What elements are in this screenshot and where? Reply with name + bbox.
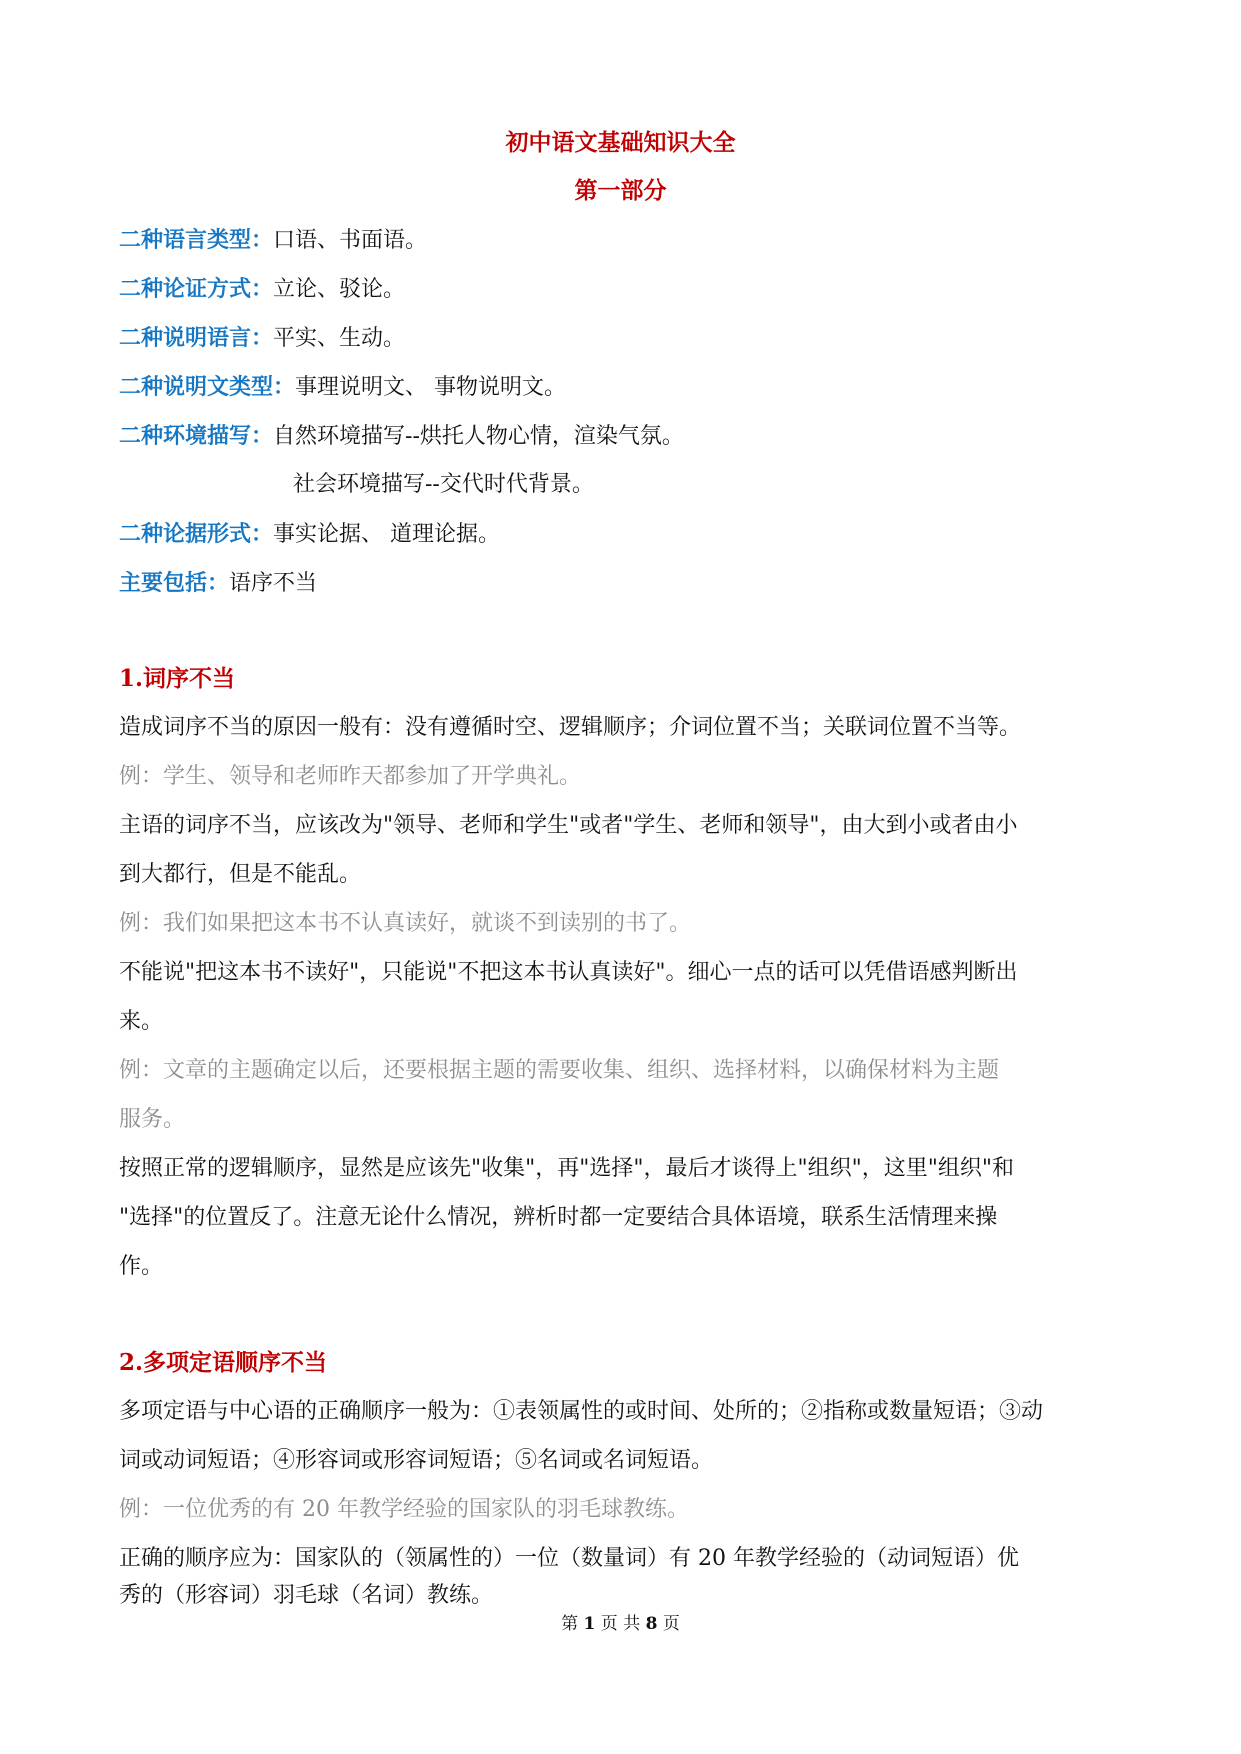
paragraph-line: 来。: [119, 1009, 164, 1034]
definition-line: [119, 323, 1129, 354]
definition-value: 语序不当: [229, 571, 318, 596]
definition-line: [119, 225, 1129, 256]
paragraph-line: 按照正常的逻辑顺序，显然是应该先"收集"，再"选择"，最后才谈得上"组织"，这里"组织"和: [119, 1156, 1014, 1181]
paragraph-line: 秀的（形容词）羽毛球（名词）教练。: [119, 1583, 494, 1608]
document-title: 初中语文基础知识大全: [505, 129, 736, 156]
definition-value: 自然环境描写--烘托人物心情，渲染气氛。: [273, 424, 684, 449]
total-page-number: 8: [645, 1614, 658, 1634]
definition-line: [119, 274, 1129, 305]
definition-line: [119, 421, 1129, 452]
paragraph-line: 不能说"把这本书不读好"，只能说"不把这本书认真读好"。细心一点的话可以凭借语感判断出: [119, 960, 1018, 985]
example-line: 例：我们如果把这本书不认真读好，就谈不到读别的书了。: [119, 911, 692, 936]
definition-line: [119, 568, 1129, 599]
definition-value-2: 社会环境描写--交代时代背景。: [293, 472, 594, 497]
current-page-number: 1: [583, 1614, 596, 1634]
example-line: 例：一位优秀的有 20 年教学经验的国家队的羽毛球教练。: [119, 1497, 689, 1522]
paragraph-line: 正确的顺序应为：国家队的（领属性的）一位（数量词）有 20 年教学经验的（动词短语）优: [119, 1546, 1019, 1571]
definition-key: 二种说明文类型：: [119, 374, 296, 400]
definition-key: 二种说明语言：: [119, 325, 274, 351]
example-line: 例：学生、领导和老师昨天都参加了开学典礼。: [119, 764, 582, 789]
footer-suffix: 页: [662, 1614, 680, 1634]
example-line: 服务。: [119, 1107, 186, 1132]
definition-key: 二种环境描写：: [119, 423, 274, 449]
paragraph-line: "选择"的位置反了。注意无论什么情况，辨析时都一定要结合具体语境，联系生活情理来操: [119, 1205, 998, 1230]
paragraph-line: 到大都行，但是不能乱。: [119, 862, 362, 887]
definition-value: 立论、驳论。: [273, 277, 406, 302]
section-heading: 1.词序不当: [119, 665, 236, 692]
definition-key: 二种论证方式：: [119, 276, 274, 302]
paragraph-line: 多项定语与中心语的正确顺序一般为：①表领属性的或时间、处所的；②指称或数量短语；③动: [119, 1399, 1044, 1424]
page-footer: [0, 1613, 1241, 1635]
definition-key: 二种语言类型：: [119, 227, 274, 253]
definition-value: 口语、书面语。: [273, 228, 428, 253]
document-subtitle: 第一部分: [574, 177, 667, 204]
definition-value: 平实、生动。: [273, 326, 406, 351]
definition-key: 主要包括：: [119, 570, 230, 596]
paragraph-line: 作。: [119, 1254, 164, 1279]
definition-line: [119, 372, 1129, 403]
footer-prefix: 第: [561, 1614, 579, 1634]
definition-line: [119, 519, 1129, 550]
paragraph-line: 主语的词序不当，应该改为"领导、老师和学生"或者"学生、老师和领导"，由大到小或者由小: [119, 813, 1018, 838]
example-line: 例：文章的主题确定以后，还要根据主题的需要收集、组织、选择材料，以确保材料为主题: [119, 1058, 1000, 1083]
definition-line-continued: [293, 470, 1241, 500]
definition-value: 事实论据、 道理论据。: [273, 522, 501, 547]
definition-key: 二种论据形式：: [119, 521, 274, 547]
paragraph-line: 造成词序不当的原因一般有：没有遵循时空、逻辑顺序；介词位置不当；关联词位置不当等。: [119, 715, 1022, 740]
section-heading: 2.多项定语顺序不当: [119, 1349, 328, 1376]
definition-value: 事理说明文、 事物说明文。: [295, 375, 567, 400]
footer-middle: 页 共: [600, 1614, 641, 1634]
paragraph-line: 词或动词短语；④形容词或形容词短语；⑤名词或名词短语。: [119, 1448, 714, 1473]
